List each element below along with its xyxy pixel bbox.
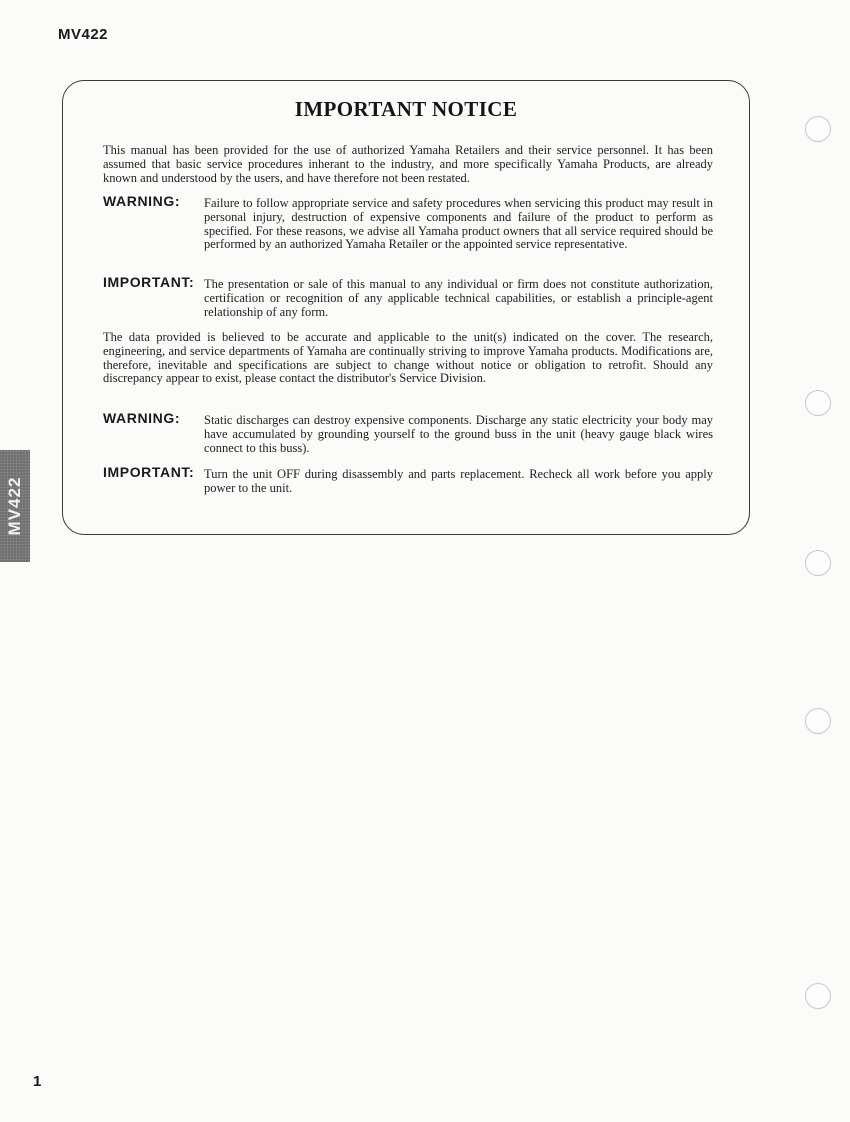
warning-text: Static discharges can destroy expensive components. Discharge any static electricity your body may have accumulated by grounding yourself to the ground buss in the unit (heavy gauge black wires connect to this buss). <box>204 413 713 455</box>
important-block-1 <box>103 274 713 319</box>
important-text: The presentation or sale of this manual to any individual or firm does not constitute authorization, certification or recognition of any applicable technical capabilities, or establish a principle-agent relationship of any form. <box>204 277 713 319</box>
intro-paragraph: This manual has been provided for the use of authorized Yamaha Retailers and their service personnel. It has been assumed that basic service procedures inherant to the industry, and more specifically Yamaha Products, are already known and understood by the users, and have therefore not been restated. <box>103 143 713 185</box>
notice-title: IMPORTANT NOTICE <box>294 97 518 121</box>
punch-hole-icon <box>805 116 831 142</box>
important-label: IMPORTANT: <box>103 464 195 480</box>
warning-label: WARNING: <box>103 193 181 209</box>
punch-hole-icon <box>805 390 831 416</box>
important-text: Turn the unit OFF during disassembly and parts replacement. Recheck all work before you apply power to the unit. <box>204 467 713 495</box>
warning-block-2 <box>103 410 713 455</box>
warning-block-1 <box>103 193 713 252</box>
warning-label: WARNING: <box>103 410 181 426</box>
punch-hole-icon <box>805 708 831 734</box>
data-paragraph: The data provided is believed to be accurate and applicable to the unit(s) indicated on the cover. The research, engineering, and service departments of Yamaha are continually striving to improve Yamaha products. Modifications are, therefore, inevitable and specifications are subject to change without notice or obligation to retrofit. Should any discrepancy appear to exist, please contact the distributor's Service Division. <box>103 330 713 386</box>
header-model-name: MV422 <box>58 26 109 43</box>
side-tab <box>0 450 30 562</box>
important-label: IMPORTANT: <box>103 274 195 290</box>
warning-text: Failure to follow appropriate service and safety procedures when servicing this product may result in personal injury, destruction of expensive components and failure of the product to perform as specified. For these reasons, we advise all Yamaha product owners that all service required should be performed by an authorized Yamaha Retailer or the appointed service representative. <box>204 196 713 252</box>
punch-hole-icon <box>805 550 831 576</box>
side-tab-label: MV422 <box>5 476 24 536</box>
important-block-2 <box>103 464 713 496</box>
punch-hole-icon <box>805 983 831 1009</box>
page-number: 1 <box>33 1073 42 1090</box>
